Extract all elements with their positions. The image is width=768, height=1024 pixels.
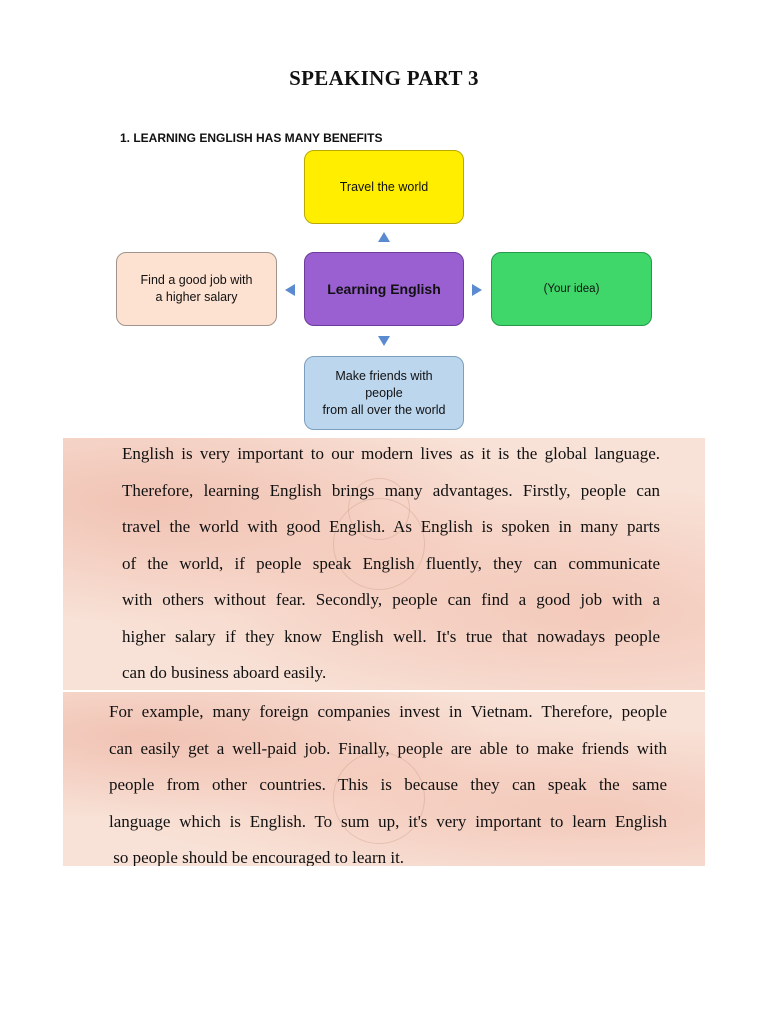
paragraph-line: with others without fear. Secondly, people can find a good job with a (122, 590, 660, 609)
diagram-node-center-label: Learning English (327, 280, 441, 297)
paragraph-line: people from other countries. This is because they can speak the same (109, 775, 667, 794)
paragraph-line: higher salary if they know English well. It's true that nowadays people (122, 626, 660, 646)
diagram-node-center (304, 252, 464, 326)
text-panel-1 (63, 438, 705, 690)
diagram-node-travel (304, 150, 464, 224)
paragraph-line: travel the world with good English. As English is spoken in many parts (122, 517, 660, 536)
arrow-down-icon (378, 336, 390, 346)
arrow-up-icon (378, 232, 390, 242)
paragraph-line: of the world, if people speak English fluently, they can communicate (122, 553, 660, 573)
arrow-right-icon (472, 284, 482, 296)
diagram-node-friends (304, 356, 464, 430)
paragraph-line: Therefore, learning English brings many advantages. Firstly, people can (122, 480, 660, 500)
section-heading: 1. LEARNING ENGLISH HAS MANY BENEFITS (120, 131, 383, 145)
paragraph-line: so people should be encouraged to learn it. (109, 848, 405, 866)
paragraph-line: can easily get a well-paid job. Finally, people are able to make friends with (109, 738, 667, 758)
diagram-node-job (116, 252, 277, 326)
text-panel-2 (63, 692, 705, 866)
diagram-node-your-idea (491, 252, 652, 326)
paragraph-line: can do business aboard easily. (122, 663, 327, 682)
paragraph-line: language which is English. To sum up, it's very important to learn English (109, 811, 667, 831)
page-title: SPEAKING PART 3 (289, 66, 479, 90)
diagram-node-job-label: Find a good job with a higher salary (140, 273, 253, 304)
paragraph-2 (109, 694, 667, 866)
diagram-node-travel-label: Travel the world (339, 179, 429, 194)
paragraph-1 (122, 438, 660, 690)
paragraph-line: For example, many foreign companies invest in Vietnam. Therefore, people (109, 702, 667, 721)
arrow-left-icon (285, 284, 295, 296)
diagram-node-friends-label: Make friends with people from all over the world (322, 368, 446, 417)
paragraph-line: English is very important to our modern lives as it is the global language. (122, 444, 660, 463)
diagram-node-your-idea-label: (Your idea) (543, 282, 600, 295)
